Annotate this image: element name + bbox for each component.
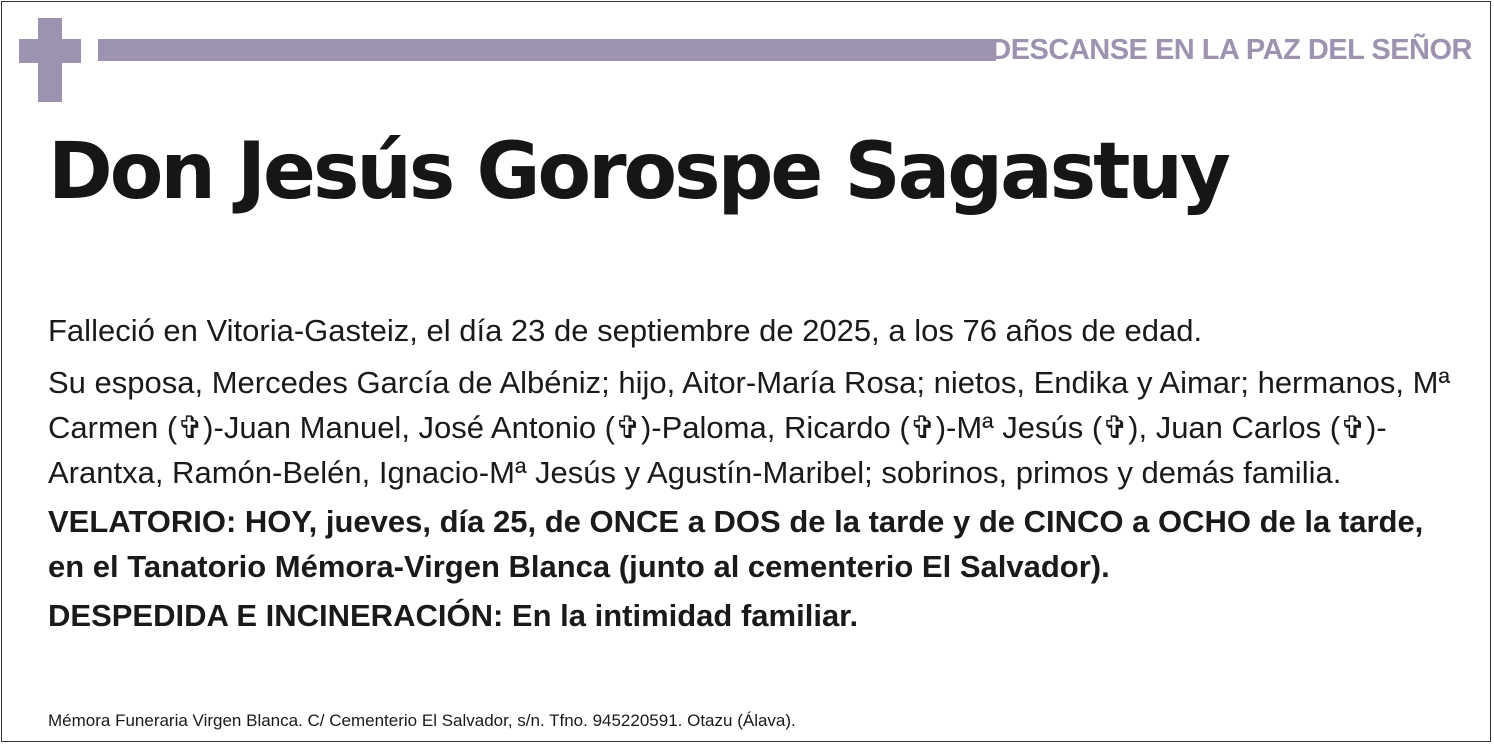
notice-body — [48, 308, 1468, 638]
cross-icon — [19, 18, 81, 102]
funeral-home-info: Mémora Funeraria Virgen Blanca. C/ Cementerio El Salvador, s/n. Tfno. 945220591. Otazu (Álava). — [48, 711, 796, 730]
deceased-name: Don Jesús Gorospe Sagastuy — [48, 127, 1228, 217]
header-rule — [98, 39, 996, 61]
death-notice: Falleció en Vitoria-Gasteiz, el día 23 de septiembre de 2025, a los 76 años de edad. — [48, 313, 1203, 348]
wake-info: VELATORIO: HOY, jueves, día 25, de ONCE a DOS de la tarde y de CINCO a OCHO de la tarde, en el Tanatorio Mémora-Virgen Blanca (junto al cementerio El Salvador). — [48, 504, 1424, 584]
family-list: Su esposa, Mercedes García de Albéniz; hijo, Aitor-María Rosa; nietos, Endika y Aimar; hermanos, Mª Carmen (✞)-Juan Manuel, José Antonio (✞)-Paloma, Ricardo (✞)-Mª Jesús (✞), Juan Carlos (✞)-Arantxa, Ramón-Belén, Ignacio-Mª Jesús y Agustín-Maribel; sobrinos, primos y demás familia. — [48, 365, 1450, 490]
header-tagline: DESCANSE EN LA PAZ DEL SEÑOR — [990, 34, 1472, 66]
cross-horizontal-bar — [19, 39, 81, 63]
farewell-info: DESPEDIDA E INCINERACIÓN: En la intimidad familiar. — [48, 598, 859, 633]
